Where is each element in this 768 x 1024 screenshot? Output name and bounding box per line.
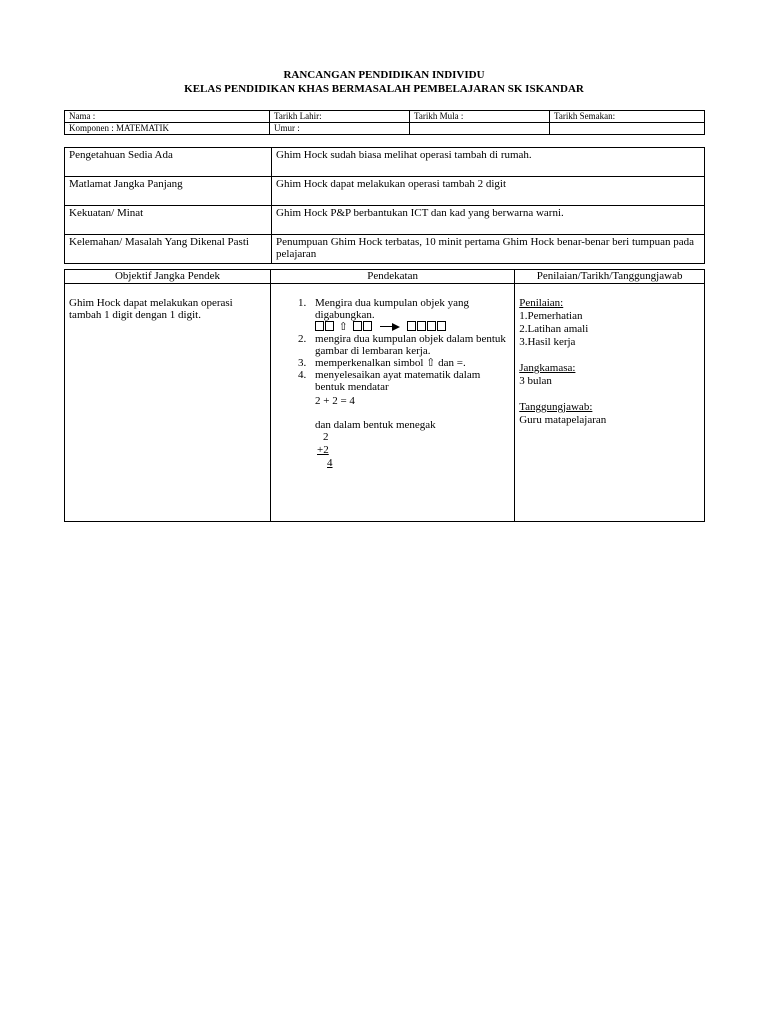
profile-row [65,148,705,177]
object-box-icon [315,321,324,331]
student-profile-table [64,147,705,264]
pendekatan-steps [275,297,510,321]
profile-label: Pengetahuan Sedia Ada [65,148,272,177]
profile-value: Ghim Hock sudah biasa melihat operasi tambah di rumah. [272,148,705,177]
vertical-result: 4 [327,457,333,469]
document-title: RANCANGAN PENDIDIKAN INDIVIDU [283,69,485,81]
step-item [309,333,510,357]
object-box-icon [427,321,436,331]
profile-label: Kekuatan/ Minat [65,206,272,235]
penilaian-item: 3.Hasil kerja [519,336,576,348]
step-item [309,369,510,393]
object-box-icon [353,321,362,331]
student-info-table [64,110,705,135]
penilaian-cell [515,284,705,522]
horizontal-equation: 2 + 2 = 4 [315,395,355,407]
step-item [309,297,510,321]
arrow-shaft-icon [380,326,392,327]
vertical-top: 2 [323,431,329,443]
arrow-head-icon [392,323,400,331]
vertical-intro: dan dalam bentuk menegak [315,419,436,431]
teaching-plan-table [64,269,705,522]
penilaian-item: 2.Latihan amali [519,323,589,335]
umur-field: Umur : [270,123,410,135]
object-box-icon [363,321,372,331]
tarikh-lahir-field: Tarikh Lahir: [270,111,410,123]
step-text: memperkenalkan simbol ⇧ dan =. [315,357,466,369]
profile-row [65,177,705,206]
pendekatan-header: Pendekatan [271,270,515,284]
tanggungjawab-value: Guru matapelajaran [519,414,607,426]
profile-value: Penumpuan Ghim Hock terbatas, 10 minit pertama Ghim Hock benar-benar beri tumpuan pada pelajaran [272,235,705,264]
pendekatan-steps-cont [275,333,510,393]
objektif-cell [65,284,271,522]
profile-row [65,206,705,235]
pendekatan-cell [271,284,515,522]
objektif-header: Objektif Jangka Pendek [65,270,271,284]
profile-label: Kelemahan/ Masalah Yang Dikenal Pasti [65,235,272,264]
tanggungjawab-label: Tanggungjawab: [519,401,593,413]
profile-label: Matlamat Jangka Panjang [65,177,272,206]
step-text: Mengira dua kumpulan objek yang digabungkan. [315,297,469,321]
nama-field: Nama : [65,111,270,123]
profile-row [65,235,705,264]
jangkamasa-value: 3 bulan [519,375,552,387]
object-box-icon [417,321,426,331]
object-grouping-figure [275,321,510,333]
empty-cell [550,123,705,135]
empty-cell [410,123,550,135]
step-item [309,357,510,369]
jangkamasa-label: Jangkamasa: [519,362,576,374]
object-box-icon [325,321,334,331]
document-subtitle: KELAS PENDIDIKAN KHAS BERMASALAH PEMBELAJARAN SK ISKANDAR [184,83,584,95]
objektif-text: Ghim Hock dapat melakukan operasi tambah 1 digit dengan 1 digit. [69,297,233,321]
tarikh-mula-field: Tarikh Mula : [410,111,550,123]
vertical-sum [275,431,510,470]
plus-arrow-icon: ⇧ [338,321,349,333]
object-box-icon [407,321,416,331]
step-text: menyelesaikan ayat matematik dalam bentuk mendatar [315,369,481,393]
penilaian-item: 1.Pemerhatian [519,310,583,322]
object-box-icon [437,321,446,331]
penilaian-label: Penilaian: [519,297,564,309]
profile-value: Ghim Hock P&P berbantukan ICT dan kad yang berwarna warni. [272,206,705,235]
step-text: mengira dua kumpulan objek dalam bentuk gambar di lembaran kerja. [315,333,506,357]
penilaian-header: Penilaian/Tarikh/Tanggungjawab [515,270,705,284]
profile-value: Ghim Hock dapat melakukan operasi tambah 2 digit [272,177,705,206]
vertical-plus: +2 [317,444,329,456]
komponen-field: Komponen : MATEMATIK [65,123,270,135]
tarikh-semakan-field: Tarikh Semakan: [550,111,705,123]
